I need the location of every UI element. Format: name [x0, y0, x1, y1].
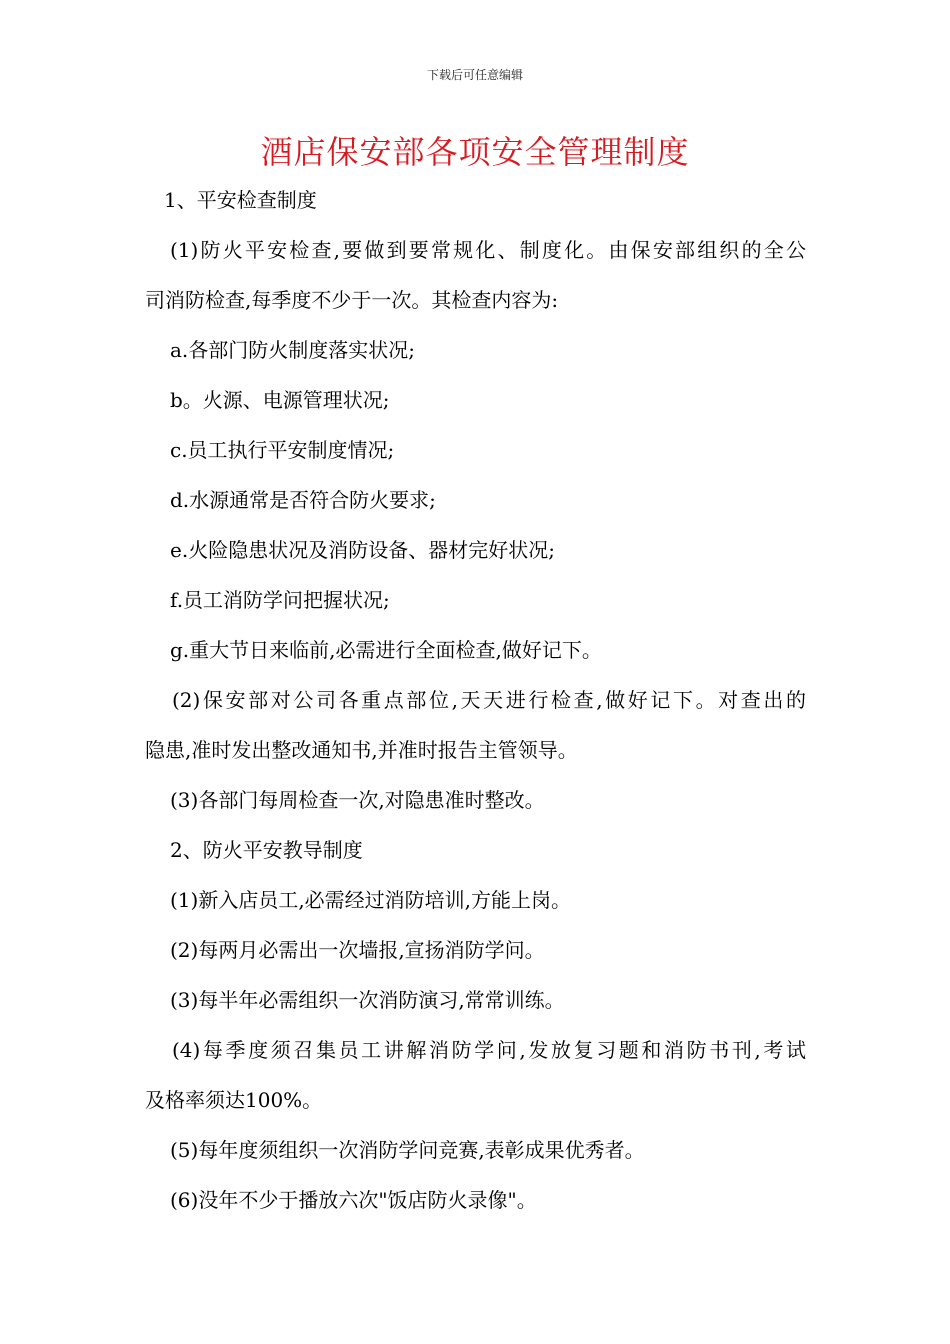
- list-item-line: b。火源、电源管理状况;: [170, 388, 390, 412]
- document-title: 酒店保安部各项安全管理制度: [260, 133, 690, 171]
- list-item-line: d.水源通常是否符合防火要求;: [170, 488, 436, 512]
- paragraph-line: 及格率须达100%。: [145, 1088, 323, 1112]
- section-heading-safety-inspection: 1、平安检查制度: [164, 188, 317, 212]
- paragraph-line: (2)保安部对公司各重点部位,天天进行检查,做好记下。对查出的: [172, 688, 806, 712]
- paragraph-line: (5)每年度须组织一次消防学问竞赛,表彰成果优秀者。: [170, 1138, 645, 1162]
- page-header-note: 下载后可任意编辑: [426, 68, 523, 82]
- paragraph-line: (3)各部门每周检查一次,对隐患准时整改。: [170, 788, 545, 812]
- paragraph-line: 司消防检查,每季度不少于一次。其检查内容为:: [145, 288, 559, 312]
- paragraph-line: (6)没年不少于播放六次"饭店防火录像"。: [170, 1188, 537, 1212]
- paragraph-line: 隐患,准时发出整改通知书,并准时报告主管领导。: [145, 738, 578, 762]
- list-item-line: e.火险隐患状况及消防设备、器材完好状况;: [170, 538, 555, 562]
- paragraph-line: (3)每半年必需组织一次消防演习,常常训练。: [170, 988, 565, 1012]
- paragraph-line: (2)每两月必需出一次墙报,宣扬消防学问。: [170, 938, 545, 962]
- paragraph-line: (1)新入店员工,必需经过消防培训,方能上岗。: [170, 888, 572, 912]
- paragraph-line: (4)每季度须召集员工讲解消防学问,发放复习题和消防书刊,考试: [172, 1038, 806, 1062]
- list-item-line: a.各部门防火制度落实状况;: [170, 338, 416, 362]
- list-item-line: c.员工执行平安制度情况;: [170, 438, 395, 462]
- list-item-line: f.员工消防学问把握状况;: [170, 588, 390, 612]
- list-item-line: g.重大节日来临前,必需进行全面检查,做好记下。: [170, 638, 602, 662]
- paragraph-line: (1)防火平安检查,要做到要常规化、制度化。由保安部组织的全公: [170, 238, 806, 262]
- section-heading-fire-education: 2、防火平安教导制度: [170, 838, 363, 862]
